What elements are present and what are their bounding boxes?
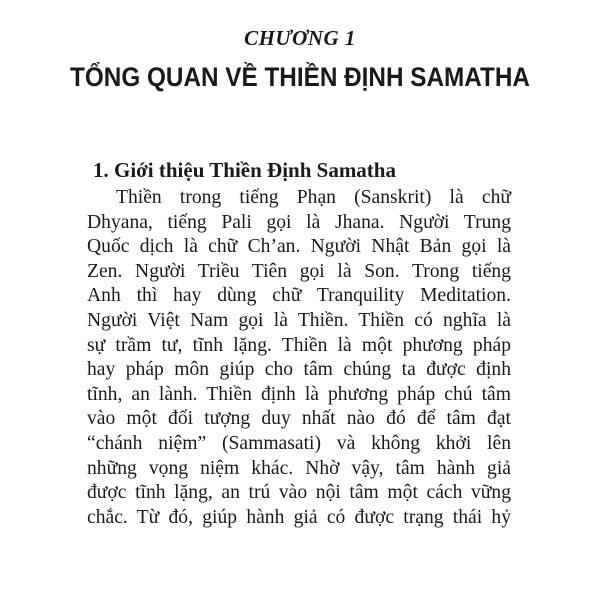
paragraph-line: Người Việt Nam gọi là Thiền. Thiền có nghĩa là <box>87 309 511 331</box>
section-heading: 1. Giới thiệu Thiền Định Samatha <box>93 158 396 182</box>
paragraph-line: Thiền trong tiếng Phạn (Sanskrit) là chữ <box>116 187 511 208</box>
paragraph-line: tĩnh, an lành. Thiền định là phương pháp chú tâm <box>87 383 511 405</box>
paragraph-line: Quốc dịch là chữ Ch’an. Người Nhật Bản gọi là <box>87 236 511 258</box>
body-paragraph <box>87 186 511 530</box>
paragraph-line: sự trầm tư, tĩnh lặng. Thiền là một phương pháp <box>87 334 511 356</box>
paragraph-line: Dhyana, tiếng Pali gọi là Jhana. Người Trung <box>87 211 511 233</box>
paragraph-line: “chánh niệm” (Sammasati) và không khởi lên <box>87 432 511 454</box>
paragraph-line: Anh thì hay dùng chữ Tranquility Meditation. <box>87 285 511 307</box>
chapter-title: TỔNG QUAN VỀ THIỀN ĐỊNH SAMATHA <box>70 62 530 92</box>
chapter-label: CHƯƠNG 1 <box>244 26 356 50</box>
paragraph-line: Zen. Người Triều Tiên gọi là Son. Trong tiếng <box>87 260 511 282</box>
paragraph-line: được tĩnh lặng, an trú vào nội tâm một cách vững <box>87 482 511 504</box>
paragraph-line: chắc. Từ đó, giúp hành giả có được trạng thái hỷ <box>87 506 511 528</box>
paragraph-line: những vọng niệm khác. Nhờ vậy, tâm hành giả <box>87 457 511 479</box>
paragraph-line: hay pháp môn giúp cho tâm chúng ta được định <box>87 359 511 381</box>
paragraph-line: vào một đối tượng duy nhất nào đó để tâm đạt <box>87 408 511 430</box>
